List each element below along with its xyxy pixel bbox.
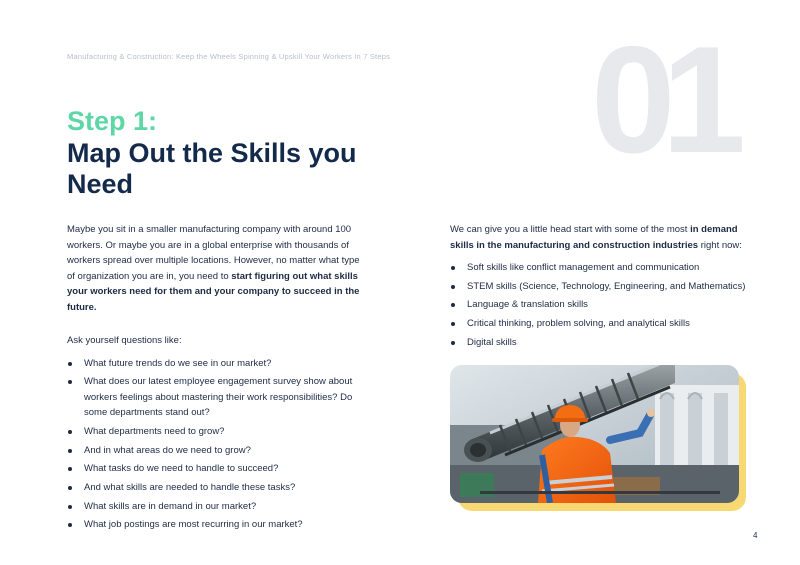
question-item: What departments need to grow? bbox=[67, 424, 367, 440]
intro-text: Maybe you sit in a smaller manufacturing company with around 100 workers. Or maybe you are in a global enterprise with thousands of workers spread over multiple locations. However, no matter what type of organization you are in, you need to bbox=[67, 224, 360, 282]
skill-item: Critical thinking, problem solving, and analytical skills bbox=[450, 316, 750, 332]
intro-emphasis: start figuring out what skills your workers need for them and your company to succeed in the future. bbox=[67, 270, 360, 313]
skills-intro-text: We can give you a little head start with some of the most bbox=[450, 224, 691, 235]
skill-item: Soft skills like conflict management and communication bbox=[450, 260, 750, 276]
page-title: Map Out the Skills you Need bbox=[67, 138, 357, 199]
question-item: What future trends do we see in our market? bbox=[67, 356, 367, 372]
skills-list bbox=[450, 260, 750, 350]
skill-item: Language & translation skills bbox=[450, 297, 750, 313]
question-item: And what skills are needed to handle these tasks? bbox=[67, 480, 367, 496]
skills-intro bbox=[450, 222, 750, 253]
question-list bbox=[67, 356, 367, 533]
left-column bbox=[67, 222, 367, 536]
skills-intro-tail: right now: bbox=[698, 239, 742, 251]
chapter-number: 01 bbox=[591, 15, 733, 185]
question-item: And in what areas do we need to grow? bbox=[67, 443, 367, 459]
question-item: What tasks do we need to handle to succeed? bbox=[67, 461, 367, 477]
page-number: 4 bbox=[753, 531, 758, 540]
intro-paragraph bbox=[67, 222, 367, 315]
ask-prompt: Ask yourself questions like: bbox=[67, 335, 182, 346]
right-column bbox=[450, 222, 750, 353]
skills-intro-emphasis: in demand skills in the manufacturing and construction industries bbox=[450, 224, 738, 251]
running-header: Manufacturing & Construction: Keep the Wheels Spinning & Upskill Your Workers In 7 Steps bbox=[67, 52, 391, 61]
question-item: What does our latest employee engagement survey show about workers feelings about mastering their work responsibilities? Do some departments stand out? bbox=[67, 374, 367, 421]
question-item: What skills are in demand in our market? bbox=[67, 499, 367, 515]
step-label: Step 1: bbox=[67, 106, 158, 136]
worker-photo-frame bbox=[450, 365, 748, 513]
question-item: What job postings are most recurring in our market? bbox=[67, 517, 367, 533]
skill-item: Digital skills bbox=[450, 335, 750, 351]
worker-photo bbox=[450, 365, 739, 503]
skill-item: STEM skills (Science, Technology, Engineering, and Mathematics) bbox=[450, 279, 750, 295]
